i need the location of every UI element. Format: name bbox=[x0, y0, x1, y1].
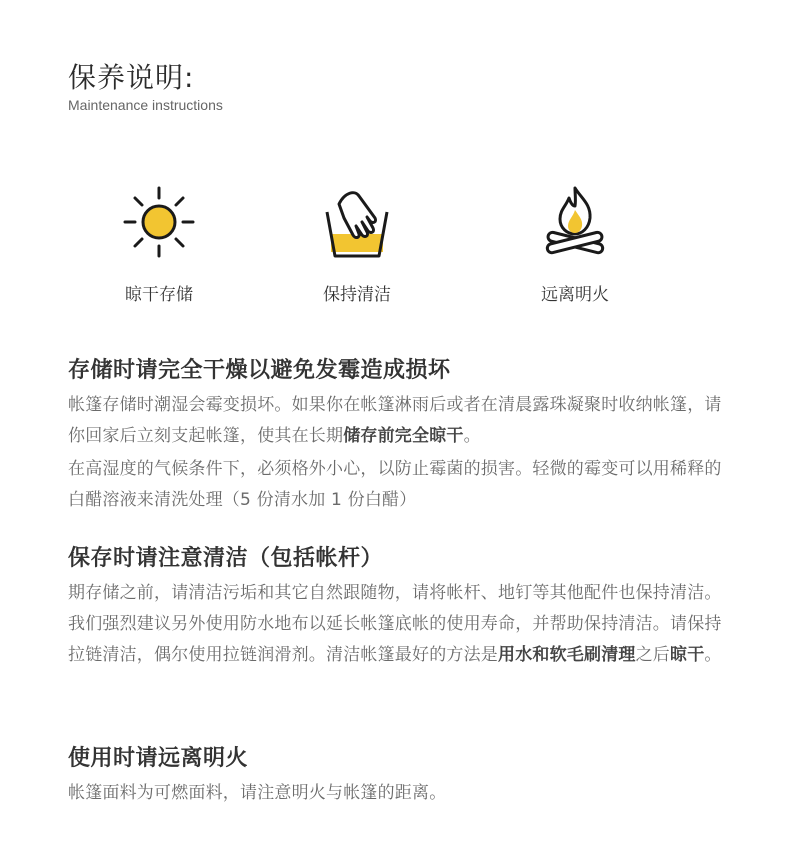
icon-card-clean bbox=[287, 182, 427, 306]
section-paragraph: 在高湿度的气候条件下，必须格外小心，以防止霉菌的损害。轻微的霉变可以用稀释的白醋溶液来清洗处理（5 份清水加 1 份白醋） bbox=[68, 459, 722, 510]
fire-icon bbox=[535, 182, 615, 262]
emphasis-text: 储存前完全晾干 bbox=[343, 426, 464, 446]
section-paragraph: 帐篷存储时潮湿会霉变损坏。如果你在帐篷淋雨后或者在清晨露珠凝聚时收纳帐篷，请你回家后立刻支起帐篷，使其在长期储存前完全晾干。 bbox=[68, 395, 722, 446]
emphasis-text: 用水和软毛刷清理 bbox=[498, 645, 636, 665]
icon-row bbox=[0, 182, 790, 312]
header bbox=[68, 60, 223, 114]
section-dry-storage bbox=[68, 356, 738, 516]
icon-card-dry bbox=[89, 182, 229, 306]
section-paragraph: 期存储之前，请清洁污垢和其它自然跟随物，请将帐杆、地钉等其他配件也保持清洁。我们强烈建议另外使用防水地布以延长帐篷底帐的使用寿命，并帮助保持清洁。请保持拉链清洁，偶尔使用拉链润滑剂。清洁帐篷最好的方法是用水和软毛刷清理之后晾干。 bbox=[68, 583, 722, 665]
emphasis-text: 晾干 bbox=[670, 645, 705, 665]
icon-label-fire: 远离明火 bbox=[541, 285, 609, 305]
page-title: 保养说明: bbox=[68, 61, 195, 94]
section-fire-safety bbox=[68, 744, 738, 809]
page-subtitle: Maintenance instructions bbox=[68, 97, 223, 113]
icon-label-dry: 晾干存储 bbox=[125, 285, 193, 305]
section-title: 使用时请远离明火 bbox=[68, 746, 249, 771]
section-cleaning bbox=[68, 544, 738, 671]
hand-washing-icon bbox=[317, 182, 397, 262]
section-paragraph: 帐篷面料为可燃面料，请注意明火与帐篷的距离。 bbox=[68, 783, 447, 803]
sun-icon bbox=[119, 182, 199, 262]
icon-label-clean: 保持清洁 bbox=[323, 285, 391, 305]
section-title: 保存时请注意清洁（包括帐杆） bbox=[68, 546, 384, 571]
section-title: 存储时请完全干燥以避免发霉造成损坏 bbox=[68, 358, 451, 383]
icon-card-fire bbox=[505, 182, 645, 306]
